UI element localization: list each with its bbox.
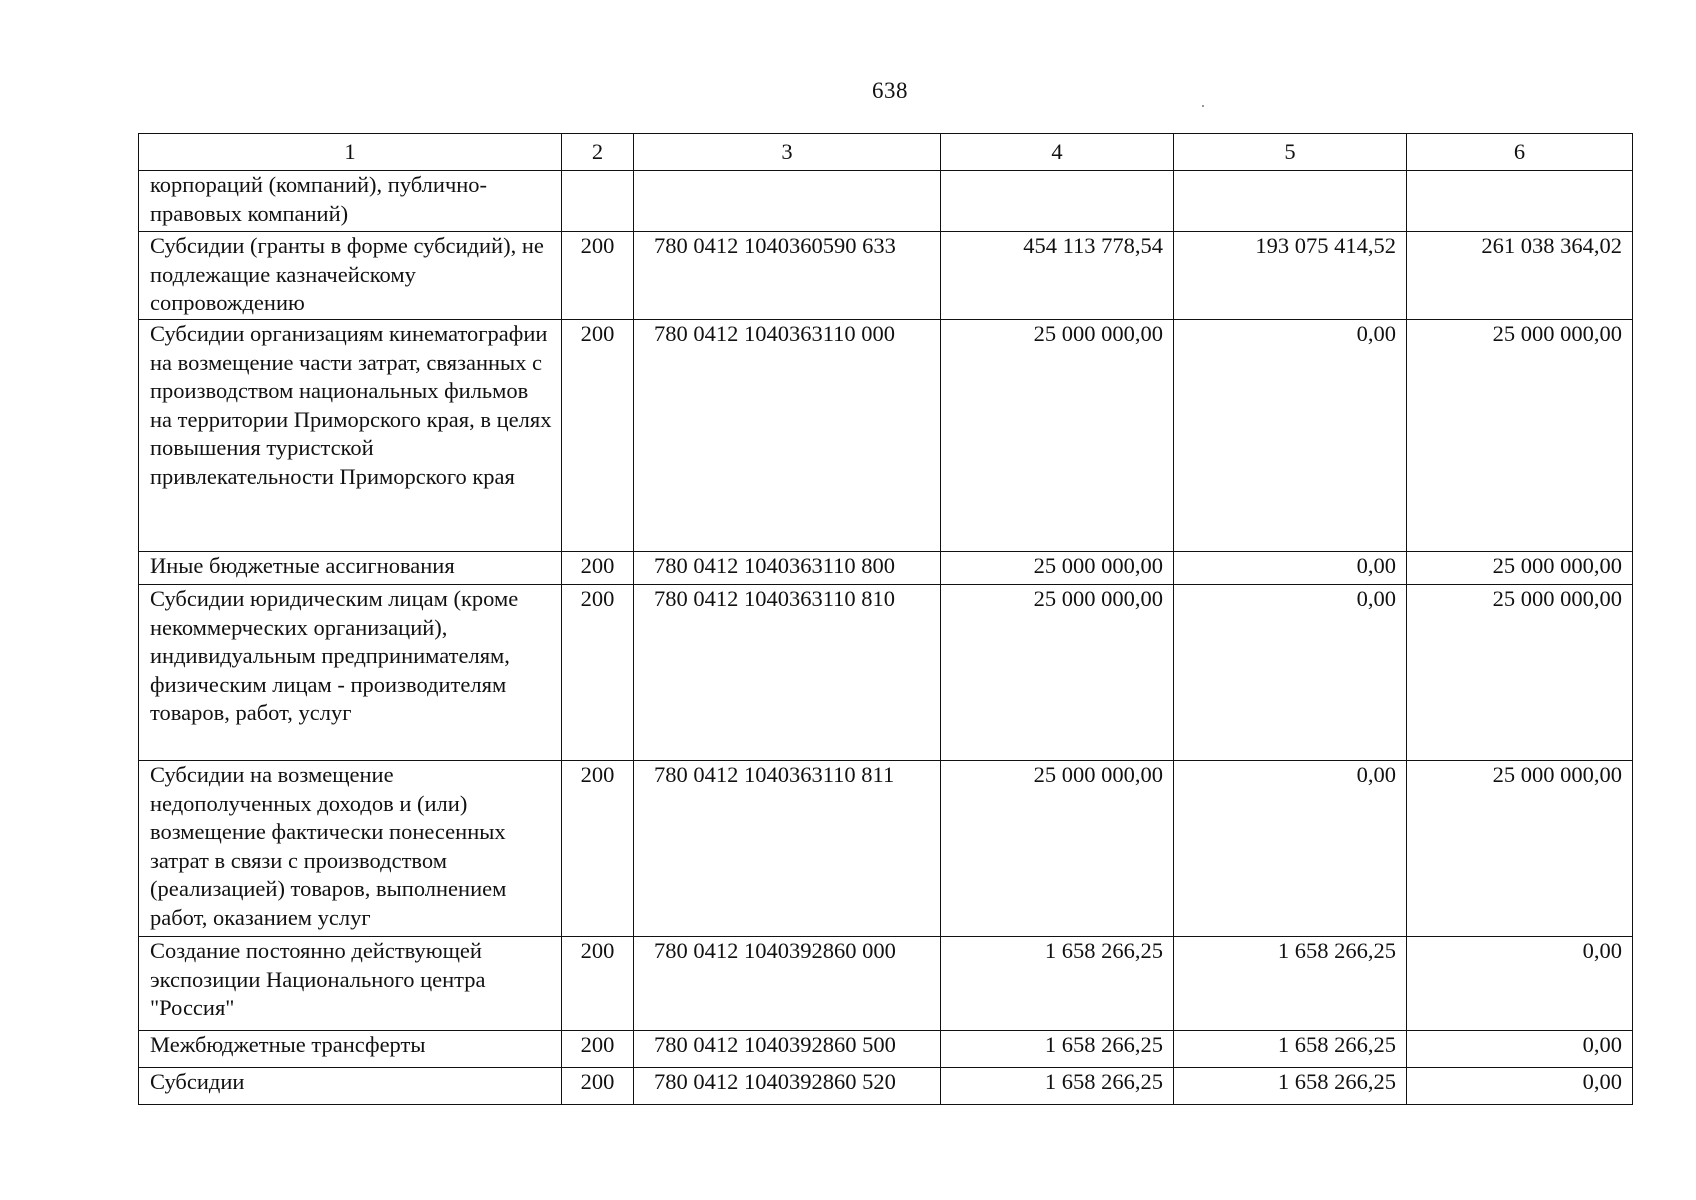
row-classification: 780 0412 1040363110 800 [634, 552, 941, 585]
table-header [139, 134, 1633, 171]
row-code: 200 [562, 761, 634, 937]
row-amount-remaining: 25 000 000,00 [1407, 761, 1633, 937]
row-code: 200 [562, 585, 634, 761]
row-amount-spent: 0,00 [1174, 585, 1407, 761]
row-amount-total: 1 658 266,25 [941, 1068, 1174, 1105]
row-amount-remaining: 0,00 [1407, 1068, 1633, 1105]
table-row [139, 585, 1633, 761]
row-amount-total [941, 171, 1174, 232]
row-code: 200 [562, 232, 634, 320]
row-name: Субсидии юридическим лицам (кроме некоммерческих организаций), индивидуальным предпринимателям, физическим лицам - производителям товаров, работ, услуг [139, 585, 562, 761]
row-name: Межбюджетные трансферты [139, 1031, 562, 1068]
row-classification: 780 0412 1040363110 000 [634, 320, 941, 552]
row-name: Субсидии на возмещение недополученных доходов и (или) возмещение фактически понесенных затрат в связи с производством (реализацией) товаров, выполнением работ, оказанием услуг [139, 761, 562, 937]
row-classification [634, 171, 941, 232]
row-code: 200 [562, 320, 634, 552]
row-amount-spent: 1 658 266,25 [1174, 1031, 1407, 1068]
row-amount-spent: 0,00 [1174, 552, 1407, 585]
row-code: 200 [562, 1031, 634, 1068]
column-header: 6 [1407, 134, 1633, 171]
table-row [139, 1031, 1633, 1068]
row-amount-total: 25 000 000,00 [941, 761, 1174, 937]
row-classification: 780 0412 1040363110 810 [634, 585, 941, 761]
row-name: Субсидии (гранты в форме субсидий), не подлежащие казначейскому сопровождению [139, 232, 562, 320]
row-amount-remaining: 0,00 [1407, 1031, 1633, 1068]
row-amount-remaining: 0,00 [1407, 937, 1633, 1031]
table-body [139, 171, 1633, 1105]
table-row [139, 232, 1633, 320]
row-amount-total: 25 000 000,00 [941, 320, 1174, 552]
row-amount-spent: 193 075 414,52 [1174, 232, 1407, 320]
row-code [562, 171, 634, 232]
column-header: 4 [941, 134, 1174, 171]
row-name: Создание постоянно действующей экспозиции Национального центра "Россия" [139, 937, 562, 1031]
row-amount-remaining: 261 038 364,02 [1407, 232, 1633, 320]
row-code: 200 [562, 552, 634, 585]
table-row [139, 937, 1633, 1031]
column-header: 3 [634, 134, 941, 171]
header-row [139, 134, 1633, 171]
table-row [139, 1068, 1633, 1105]
row-amount-spent: 0,00 [1174, 320, 1407, 552]
row-name: корпораций (компаний), публично-правовых компаний) [139, 171, 562, 232]
page-number: 638 [872, 78, 908, 103]
row-amount-total: 1 658 266,25 [941, 937, 1174, 1031]
column-header: 2 [562, 134, 634, 171]
budget-table [138, 133, 1633, 1105]
row-amount-remaining [1407, 171, 1633, 232]
row-amount-remaining: 25 000 000,00 [1407, 552, 1633, 585]
row-classification: 780 0412 1040392860 500 [634, 1031, 941, 1068]
scan-speck [1202, 105, 1204, 107]
row-amount-total: 454 113 778,54 [941, 232, 1174, 320]
table-row [139, 552, 1633, 585]
table-row [139, 320, 1633, 552]
row-name: Субсидии организациям кинематографии на возмещение части затрат, связанных с производством национальных фильмов на территории Приморского края, в целях повышения туристской привлекательности Приморского края [139, 320, 562, 552]
row-amount-spent: 1 658 266,25 [1174, 937, 1407, 1031]
table-row [139, 171, 1633, 232]
row-amount-remaining: 25 000 000,00 [1407, 320, 1633, 552]
row-amount-spent: 0,00 [1174, 761, 1407, 937]
row-amount-remaining: 25 000 000,00 [1407, 585, 1633, 761]
row-amount-spent [1174, 171, 1407, 232]
row-amount-total: 25 000 000,00 [941, 552, 1174, 585]
row-amount-total: 1 658 266,25 [941, 1031, 1174, 1068]
row-name: Иные бюджетные ассигнования [139, 552, 562, 585]
row-name: Субсидии [139, 1068, 562, 1105]
row-classification: 780 0412 1040392860 520 [634, 1068, 941, 1105]
row-amount-total: 25 000 000,00 [941, 585, 1174, 761]
column-header: 5 [1174, 134, 1407, 171]
row-classification: 780 0412 1040360590 633 [634, 232, 941, 320]
row-code: 200 [562, 1068, 634, 1105]
table-row [139, 761, 1633, 937]
row-classification: 780 0412 1040392860 000 [634, 937, 941, 1031]
row-classification: 780 0412 1040363110 811 [634, 761, 941, 937]
row-amount-spent: 1 658 266,25 [1174, 1068, 1407, 1105]
column-header: 1 [139, 134, 562, 171]
row-code: 200 [562, 937, 634, 1031]
